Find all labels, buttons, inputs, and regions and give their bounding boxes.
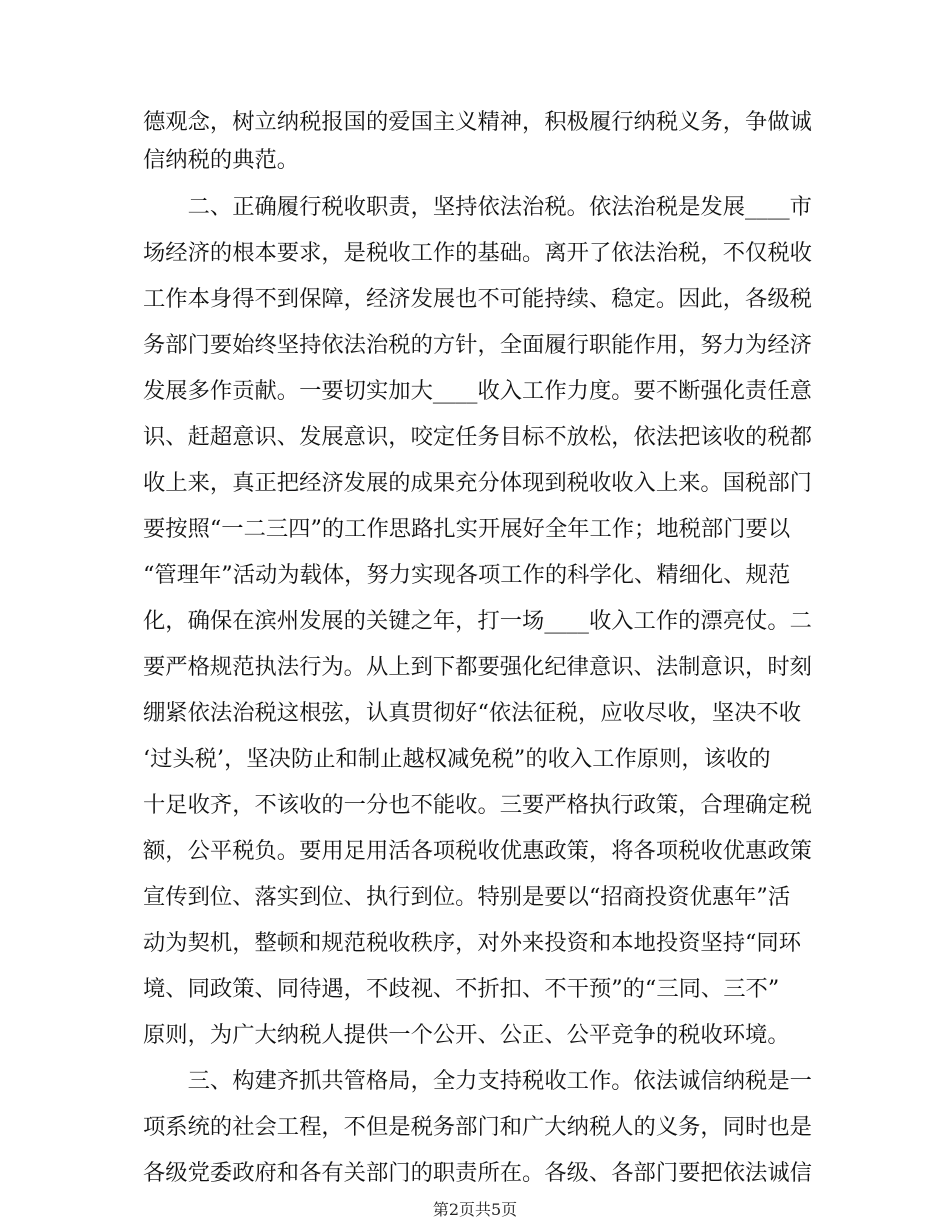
text-line: 额，公平税负。要用足用活各项税收优惠政策，将各项税收优惠政策 xyxy=(143,838,812,864)
text-line: 境、同政策、同待遇，不歧视、不折扣、不干预”的“三同、三不” xyxy=(143,976,780,1002)
text-line: 要按照“一二三四”的工作思路扎实开展好全年工作；地税部门要以 xyxy=(143,516,791,542)
text-line: 绷紧依法治税这根弦，认真贯彻好“依法征税，应收尽收，坚决不收 xyxy=(143,700,802,726)
text-line: 二、正确履行税收职责，坚持依法治税。依法治税是发展____市 xyxy=(143,194,812,220)
text-line: 信纳税的典范。 xyxy=(143,147,300,173)
text-line: 原则，为广大纳税人提供一个公开、公正、公平竞争的税收环境。 xyxy=(143,1022,790,1048)
text-line: “管理年”活动为载体，努力实现各项工作的科学化、精细化、规范 xyxy=(143,562,791,588)
text-line: 各级党委政府和各有关部门的职责所在。各级、各部门要把依法诚信 xyxy=(143,1160,812,1186)
text-line: 场经济的根本要求，是税收工作的基础。离开了依法治税，不仅税收 xyxy=(143,240,812,266)
text-line: 项系统的社会工程，不但是税务部门和广大纳税人的义务，同时也是 xyxy=(143,1114,812,1140)
text-line: ‘过头税’，坚决防止和制止越权减免税”的收入工作原则，该收的 xyxy=(143,746,771,772)
text-line: 德观念，树立纳税报国的爱国主义精神，积极履行纳税义务，争做诚 xyxy=(143,109,812,135)
text-line: 要严格规范执法行为。从上到下都要强化纪律意识、法制意识，时刻 xyxy=(143,654,812,680)
text-line: 务部门要始终坚持依法治税的方针，全面履行职能作用，努力为经济 xyxy=(143,332,812,358)
text-line: 动为契机，整顿和规范税收秩序，对外来投资和本地投资坚持“同环 xyxy=(143,930,802,956)
text-line: 化，确保在滨州发展的关键之年，打一场____收入工作的漂亮仗。二 xyxy=(143,608,812,634)
text-line: 发展多作贡献。一要切实加大____收入工作力度。要不断强化责任意 xyxy=(143,378,812,404)
text-line: 识、赶超意识、发展意识，咬定任务目标不放松，依法把该收的税都 xyxy=(143,424,812,450)
text-line: 工作本身得不到保障，经济发展也不可能持续、稳定。因此，各级税 xyxy=(143,286,812,312)
text-line: 收上来，真正把经济发展的成果充分体现到税收收入上来。国税部门 xyxy=(143,470,812,496)
page-number: 第2页共5页 xyxy=(432,1200,518,1219)
text-line: 三、构建齐抓共管格局，全力支持税收工作。依法诚信纳税是一 xyxy=(143,1068,812,1094)
text-line: 宣传到位、落实到位、执行到位。特别是要以“招商投资优惠年”活 xyxy=(143,884,791,910)
text-line: 十足收齐，不该收的一分也不能收。三要严格执行政策，合理确定税 xyxy=(143,792,812,818)
